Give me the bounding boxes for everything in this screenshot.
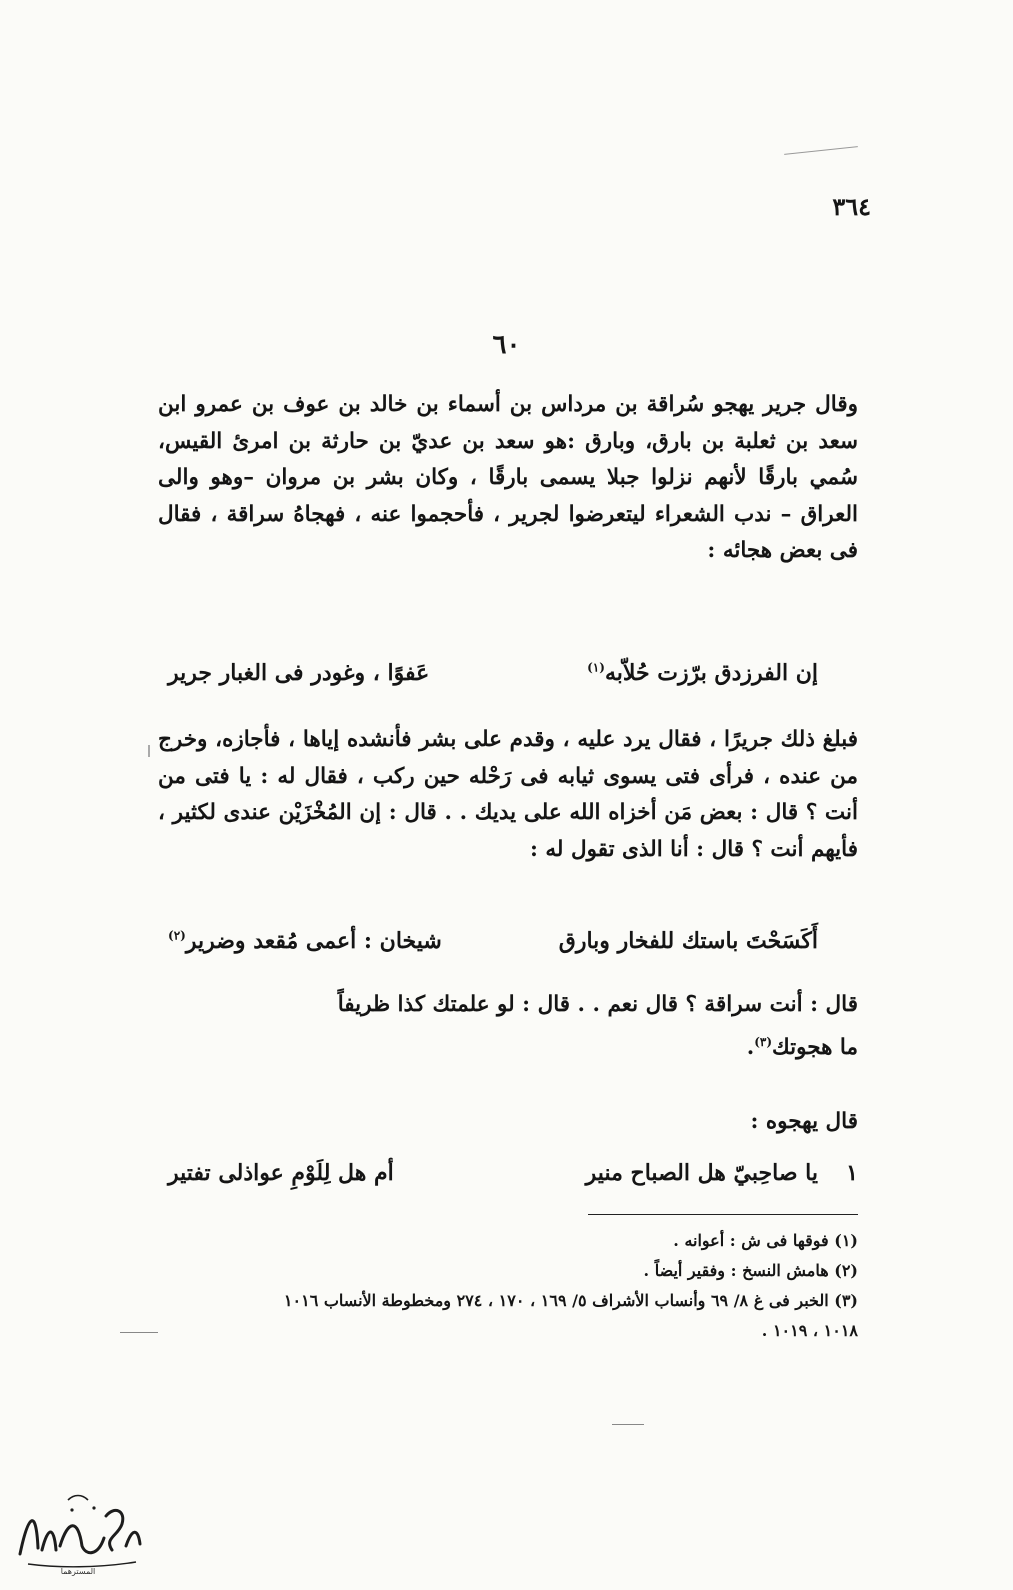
dialogue-paragraph [158,987,858,1066]
dialogue-line-1: قال : أنت سراقة ؟ قال نعم . . قال : لو علمتك كذا ظريفاً [337,992,858,1017]
verse-2-first-hemistich: أَكَسَحْتَ باستك للفخار وبارق [558,928,818,954]
page-number: ٣٦٤ [832,192,871,221]
footnote-marker-3: (٣) [754,1034,773,1049]
footnote-3: (٣) الخبر فى غ ٨/ ٦٩ وأنساب الأشراف ٥/ ١٦٩ ، ١٧٠ ، ٢٧٤ ومخطوطة الأنساب ١٠١٦ [283,1291,858,1310]
story-paragraph [158,722,858,868]
verse-1-first-hemistich-text: إن الفرزدق برّزت حُلاّبه [604,660,818,686]
footnote-marker-1: (١) [587,660,605,675]
verse-3-second-hemistich: أم هل لِلَوْمِ عواذلى تفتير [168,1160,394,1186]
dialogue-line-2-text: ما هجوتك [772,1034,858,1060]
verse-3 [158,1160,858,1200]
dialogue-line-2-end: . [746,1034,755,1060]
scan-mark [148,745,150,757]
footnote-3-continued: ١٠١٨ ، ١٠١٩ . [761,1321,858,1340]
section-number: ٦٠ [492,330,521,360]
verse-2-second-hemistich [168,928,442,954]
verse-2 [158,928,858,968]
footnote-divider [588,1214,858,1215]
verse-intro-label: قال يهجوه : [750,1109,858,1134]
verse-1-second-hemistich: عَفوًا ، وغودر فى الغبار جرير [168,660,430,686]
scan-mark [784,146,858,155]
footnote-1: (١) فوقها فى ش : أعوانه . [673,1231,858,1250]
footnote-2: (٢) هامش النسخ : وفقير أيضاً . [643,1261,858,1280]
dialogue-line-2 [158,1024,858,1067]
logo-text: المسترهما [60,1567,96,1576]
verse-3-first-hemistich: يا صاحِبيّ هل الصباح منير [585,1160,818,1186]
footnotes [158,1226,858,1346]
calligraphy-logo-icon [8,1476,148,1576]
intro-text: وقال جرير يهجو سُراقة بن مرداس بن أسماء بن خالد بن عوف بن عمرو ابن سعد بن ثعلبة بن بارق، وبارق :هو سعد بن عديّ بن حارثة بن امرئ القيس، سُمي بارقًا لأنهم نزلوا جبلا يسمى بارقًا ، وكان بشر بن مروان –وهو والى العراق – ندب الشعراء ليتعرضوا لجرير ، فأحجموا عنه ، فهجاهُ سراقة ، فقال فى بعض هجائه : [158,392,858,564]
scan-mark [120,1332,158,1333]
verse-1-first-hemistich [587,660,818,686]
library-stamp-logo [8,1476,148,1576]
story-text: فبلغ ذلك جريرًا ، فقال يرد عليه ، وقدم على بشر فأنشده إياها ، فأجازه، وخرج من عنده ، فرأى فتى يسوى ثيابه فى رَحْله حين ركب ، فقال له : يا فتى من أنت ؟ قال : بعض مَن أخزاه الله على يديك . . قال : إن المُخْزَيْن عندى لكثير ، فأيهم أنت ؟ قال : أنا الذى تقول له : [158,727,858,862]
verse-1 [158,660,858,700]
scan-mark [612,1424,644,1425]
intro-paragraph [158,387,858,570]
verse-3-number: ١ [846,1160,858,1186]
footnote-marker-2: (٢) [168,928,186,943]
verse-2-second-hemistich-text: شيخان : أعمى مُقعد وضرير [185,928,442,954]
